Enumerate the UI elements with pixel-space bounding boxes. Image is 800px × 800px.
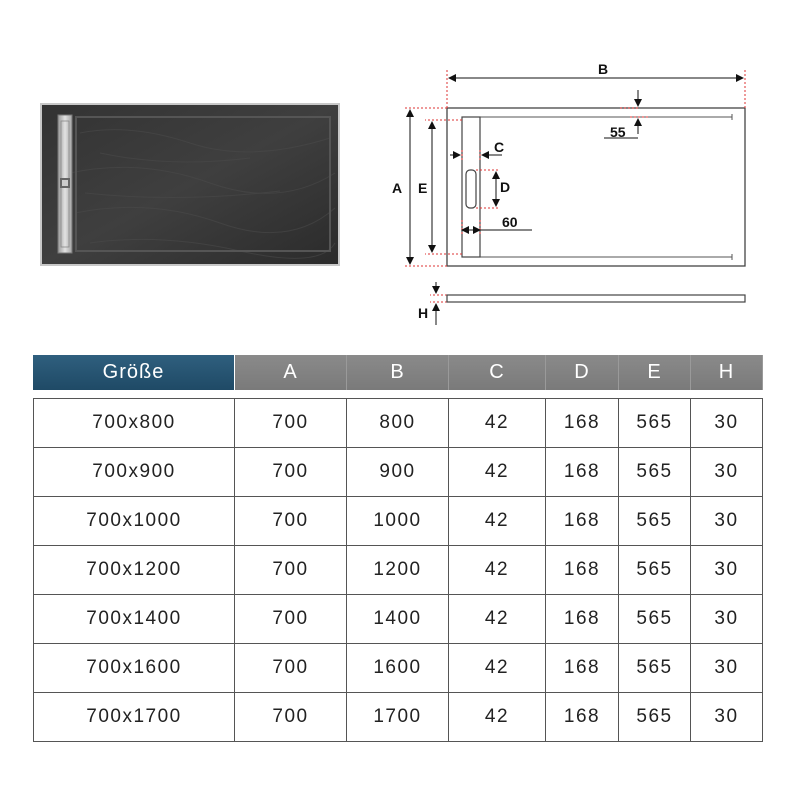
table-row <box>33 497 763 546</box>
table-cell: 30 <box>691 398 763 448</box>
table-cell: 168 <box>546 644 619 693</box>
table-cell: 42 <box>449 595 546 644</box>
header-e: E <box>619 355 691 390</box>
table-cell: 700x1000 <box>33 497 235 546</box>
label-60: 60 <box>502 214 518 230</box>
table-cell: 565 <box>619 398 691 448</box>
table-cell: 168 <box>546 398 619 448</box>
drain-outline <box>462 117 480 257</box>
drain-hole <box>466 170 476 208</box>
table-cell: 700x1600 <box>33 644 235 693</box>
label-e: E <box>418 180 428 196</box>
table-cell: 800 <box>347 398 449 448</box>
dimension-drawing <box>380 50 780 340</box>
table-row <box>33 595 763 644</box>
table-cell: 900 <box>347 448 449 497</box>
table-cell: 30 <box>691 497 763 546</box>
table-cell: 42 <box>449 546 546 595</box>
table-cell: 700x800 <box>33 398 235 448</box>
table-cell: 700 <box>235 448 347 497</box>
table-body <box>33 390 763 742</box>
table-cell: 168 <box>546 546 619 595</box>
header-h: H <box>691 355 763 390</box>
table-cell: 30 <box>691 644 763 693</box>
header-b: B <box>347 355 449 390</box>
table-cell: 30 <box>691 448 763 497</box>
table-row <box>33 398 763 448</box>
table-cell: 565 <box>619 497 691 546</box>
table-row <box>33 546 763 595</box>
table-cell: 700 <box>235 595 347 644</box>
label-55: 55 <box>610 124 626 140</box>
label-h: H <box>418 305 429 321</box>
table-cell: 168 <box>546 497 619 546</box>
table-cell: 42 <box>449 693 546 742</box>
table-cell: 30 <box>691 546 763 595</box>
table-cell: 1000 <box>347 497 449 546</box>
table-cell: 42 <box>449 398 546 448</box>
table-cell: 1600 <box>347 644 449 693</box>
header-groesse: Größe <box>33 355 235 390</box>
dimension-diagram <box>380 50 780 340</box>
table-cell: 168 <box>546 448 619 497</box>
table-cell: 700x1400 <box>33 595 235 644</box>
table-cell: 700x1700 <box>33 693 235 742</box>
table-row <box>33 448 763 497</box>
table-cell: 565 <box>619 546 691 595</box>
table-cell: 42 <box>449 644 546 693</box>
table-cell: 700 <box>235 644 347 693</box>
table-cell: 700 <box>235 693 347 742</box>
table-cell: 42 <box>449 497 546 546</box>
label-d: D <box>500 179 511 195</box>
shower-tray-image <box>40 103 340 266</box>
table-cell: 700x1200 <box>33 546 235 595</box>
table-cell: 565 <box>619 448 691 497</box>
table-cell: 700x900 <box>33 448 235 497</box>
table-cell: 565 <box>619 693 691 742</box>
table-header-row <box>33 355 763 390</box>
table-cell: 700 <box>235 398 347 448</box>
table-cell: 1400 <box>347 595 449 644</box>
table-cell: 565 <box>619 644 691 693</box>
table-cell: 30 <box>691 595 763 644</box>
table-cell: 700 <box>235 546 347 595</box>
label-b: B <box>598 61 609 77</box>
table-row <box>33 644 763 693</box>
table-cell: 42 <box>449 448 546 497</box>
shower-tray-photo <box>40 103 340 266</box>
header-a: A <box>235 355 347 390</box>
size-table <box>33 355 763 742</box>
header-d: D <box>546 355 619 390</box>
header-c: C <box>449 355 546 390</box>
table-row <box>33 693 763 742</box>
table-cell: 30 <box>691 693 763 742</box>
table-cell: 565 <box>619 595 691 644</box>
label-a: A <box>392 180 403 196</box>
table-cell: 168 <box>546 595 619 644</box>
tray-profile <box>447 295 745 302</box>
label-c: C <box>494 139 505 155</box>
table-cell: 168 <box>546 693 619 742</box>
table-cell: 1700 <box>347 693 449 742</box>
table-cell: 1200 <box>347 546 449 595</box>
table-cell: 700 <box>235 497 347 546</box>
